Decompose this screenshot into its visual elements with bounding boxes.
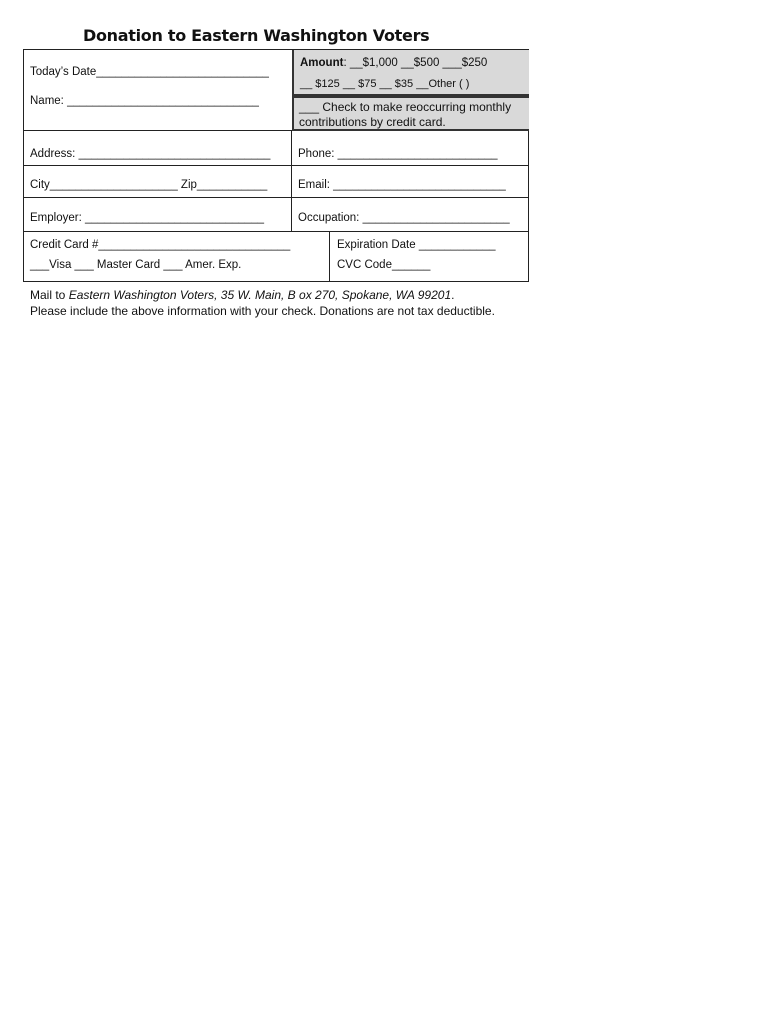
card-type-options[interactable]: ___Visa ___ Master Card ___ Amer. Exp.	[30, 259, 242, 271]
todays-date-field[interactable]: Today’s Date___________________________	[30, 66, 269, 78]
divider	[329, 231, 330, 282]
monthly-line2: contributions by credit card.	[299, 115, 446, 129]
amount-row1-text: : __$1,000 __$500 ___$250	[343, 57, 488, 69]
name-field[interactable]: Name: ______________________________	[30, 95, 259, 107]
amount-options-row1[interactable]	[300, 57, 487, 69]
monthly-line1: ___ Check to make reoccurring monthly	[299, 100, 512, 114]
city-zip-field[interactable]: City____________________ Zip___________	[30, 179, 268, 191]
expiration-date-field[interactable]: Expiration Date ____________	[337, 239, 496, 251]
form-title: Donation to Eastern Washington Voters	[83, 26, 430, 45]
mail-address: Eastern Washington Voters, 35 W. Main, B ox 270, Spokane, WA 99201	[68, 288, 452, 302]
email-field[interactable]: Email: ___________________________	[298, 179, 506, 191]
divider	[24, 197, 529, 198]
divider	[24, 130, 292, 131]
occupation-field[interactable]: Occupation: _______________________	[298, 212, 510, 224]
amount-label: Amount	[300, 57, 344, 69]
amount-box	[292, 50, 529, 96]
employer-field[interactable]: Employer: ____________________________	[30, 212, 265, 224]
cvc-field[interactable]: CVC Code______	[337, 259, 431, 271]
divider	[24, 231, 529, 232]
tax-note: Please include the above information with your check. Donations are not tax deductible.	[30, 304, 495, 318]
credit-card-field[interactable]: Credit Card #______________________________	[30, 239, 291, 251]
divider	[24, 165, 529, 166]
mail-suffix: .	[451, 288, 455, 302]
monthly-contribution-box[interactable]	[292, 96, 529, 131]
mail-instructions	[30, 288, 454, 302]
address-field[interactable]: Address: ______________________________	[30, 148, 271, 160]
phone-field[interactable]: Phone: _________________________	[298, 148, 498, 160]
divider	[291, 130, 292, 231]
donation-form	[23, 49, 529, 282]
amount-options-row2[interactable]: __ $125 __ $75 __ $35 __Other ( )	[300, 78, 470, 90]
mail-prefix: Mail to	[30, 288, 69, 302]
